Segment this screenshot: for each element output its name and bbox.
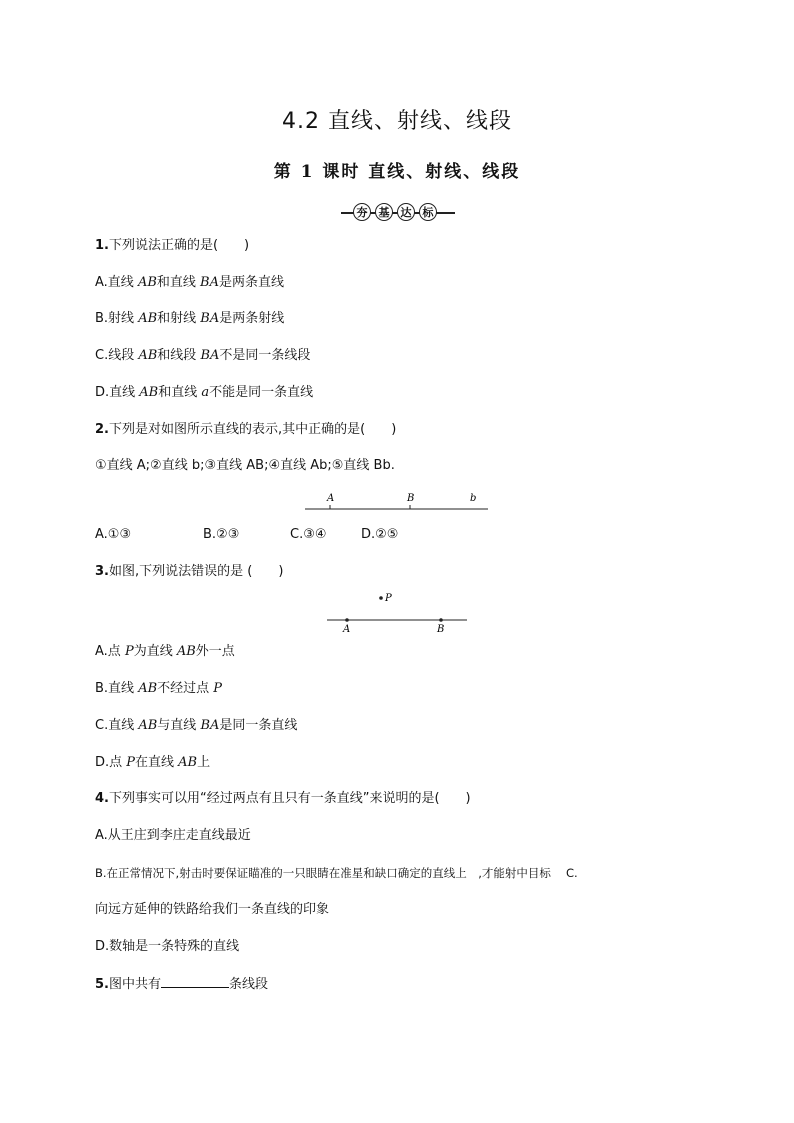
page-title: 4.2 直线、射线、线段 (282, 109, 512, 134)
q4-text: 下列事实可以用“经过两点有且只有一条直线”来说明的是( ) (108, 791, 471, 806)
option-text: 和直线 (156, 275, 201, 290)
option-var: AB (139, 385, 159, 400)
q1-option-b (95, 311, 284, 327)
option-var: P (126, 755, 136, 770)
answer-blank[interactable] (161, 975, 229, 988)
option-var: BA (200, 311, 220, 326)
point-p (379, 596, 383, 600)
q1-text: 下列说法正确的是( ) (108, 238, 250, 253)
q5-number: 5. (95, 977, 109, 992)
option-text: A.直线 (95, 275, 138, 290)
q1-number: 1. (95, 238, 109, 253)
option-text: 是同一条直线 (219, 718, 298, 733)
point-b (439, 618, 443, 622)
point-a (345, 618, 349, 622)
point-label-a: A (343, 624, 351, 635)
option-text: 在直线 (135, 755, 179, 770)
option-text: D.直线 (95, 385, 140, 400)
q2-option-d: D.②⑤ (361, 527, 399, 542)
q4-stem (95, 791, 471, 807)
option-var: AB (138, 681, 158, 696)
q1-option-d (95, 385, 313, 401)
option-text: 不是同一条线段 (219, 348, 311, 363)
option-text: 不经过点 (157, 681, 214, 696)
option-text: 和线段 (157, 348, 201, 363)
q4-option-c: 向远方延伸的铁路给我们一条直线的印象 (95, 902, 330, 917)
q3-text: 如图,下列说法错误的是 ( ) (108, 564, 284, 579)
option-text: B.直线 (95, 681, 139, 696)
option-text: B.射线 (95, 311, 139, 326)
q3-option-c (95, 718, 297, 734)
q3-line-figure (325, 590, 470, 634)
option-var: P (124, 644, 134, 659)
point-label-a: A (327, 493, 335, 504)
point-label-b: B (437, 624, 445, 635)
line-label-b: b (470, 493, 477, 504)
option-text: C.直线 (95, 718, 139, 733)
q5-text-post: 条线段 (229, 977, 269, 992)
option-text: D.点 (95, 755, 127, 770)
option-text: 上 (197, 755, 211, 770)
option-var: AB (178, 755, 198, 770)
option-var: BA (200, 718, 220, 733)
point-label-b: B (407, 493, 415, 504)
option-text: 外一点 (195, 644, 235, 659)
q5-stem (95, 975, 268, 993)
option-text: 和直线 (158, 385, 202, 400)
badge-char: 标 (419, 203, 437, 221)
q4-option-a: A.从王庄到李庄走直线最近 (95, 828, 251, 843)
q2-option-a: A.①③ (95, 527, 132, 542)
option-var: P (213, 681, 223, 696)
option-var: AB (138, 348, 158, 363)
q4-option-b: B.在正常情况下,射击时要保证瞄准的一只眼睛在准星和缺口确定的直线上 ,才能射中目标 C. (95, 866, 578, 880)
option-var: a (201, 385, 210, 400)
q3-number: 3. (95, 564, 109, 579)
point-label-p: P (385, 593, 392, 604)
q3-option-a (95, 644, 235, 660)
badge-char: 基 (375, 203, 393, 221)
option-text: A.点 (95, 644, 125, 659)
q2-option-c: C.③④ (290, 527, 327, 542)
q2-text: 下列是对如图所示直线的表示,其中正确的是( ) (108, 422, 397, 437)
q1-option-c (95, 348, 310, 364)
q3-option-b (95, 681, 222, 697)
q4-option-d: D.数轴是一条特殊的直线 (95, 939, 240, 954)
option-var: BA (200, 275, 219, 290)
option-text: 和射线 (157, 311, 201, 326)
q1-stem (95, 238, 249, 254)
q5-text-pre: 图中共有 (108, 977, 161, 992)
option-text: 不能是同一条直线 (209, 385, 314, 400)
option-var: AB (137, 275, 157, 290)
option-var: AB (138, 718, 158, 733)
option-text: C.线段 (95, 348, 139, 363)
q2-items: ①直线 A;②直线 b;③直线 AB;④直线 Ab;⑤直线 Bb. (95, 458, 395, 473)
option-text: 是两条射线 (219, 311, 285, 326)
option-var: AB (176, 644, 196, 659)
option-var: BA (200, 348, 220, 363)
q3-stem (95, 564, 283, 580)
q1-option-a (95, 275, 284, 291)
badge-char: 达 (397, 203, 415, 221)
option-var: AB (138, 311, 158, 326)
q2-stem (95, 422, 396, 438)
option-text: 是两条直线 (218, 275, 284, 290)
q2-number: 2. (95, 422, 109, 437)
option-text: 为直线 (133, 644, 177, 659)
badge-char: 夯 (353, 203, 371, 221)
lesson-subtitle: 第 1 课时 直线、射线、线段 (273, 162, 521, 182)
q2-line-figure (300, 490, 500, 514)
q2-option-b: B.②③ (203, 527, 240, 542)
q3-option-d (95, 755, 210, 771)
option-text: 与直线 (157, 718, 201, 733)
section-badge (341, 203, 455, 223)
q4-number: 4. (95, 791, 109, 806)
